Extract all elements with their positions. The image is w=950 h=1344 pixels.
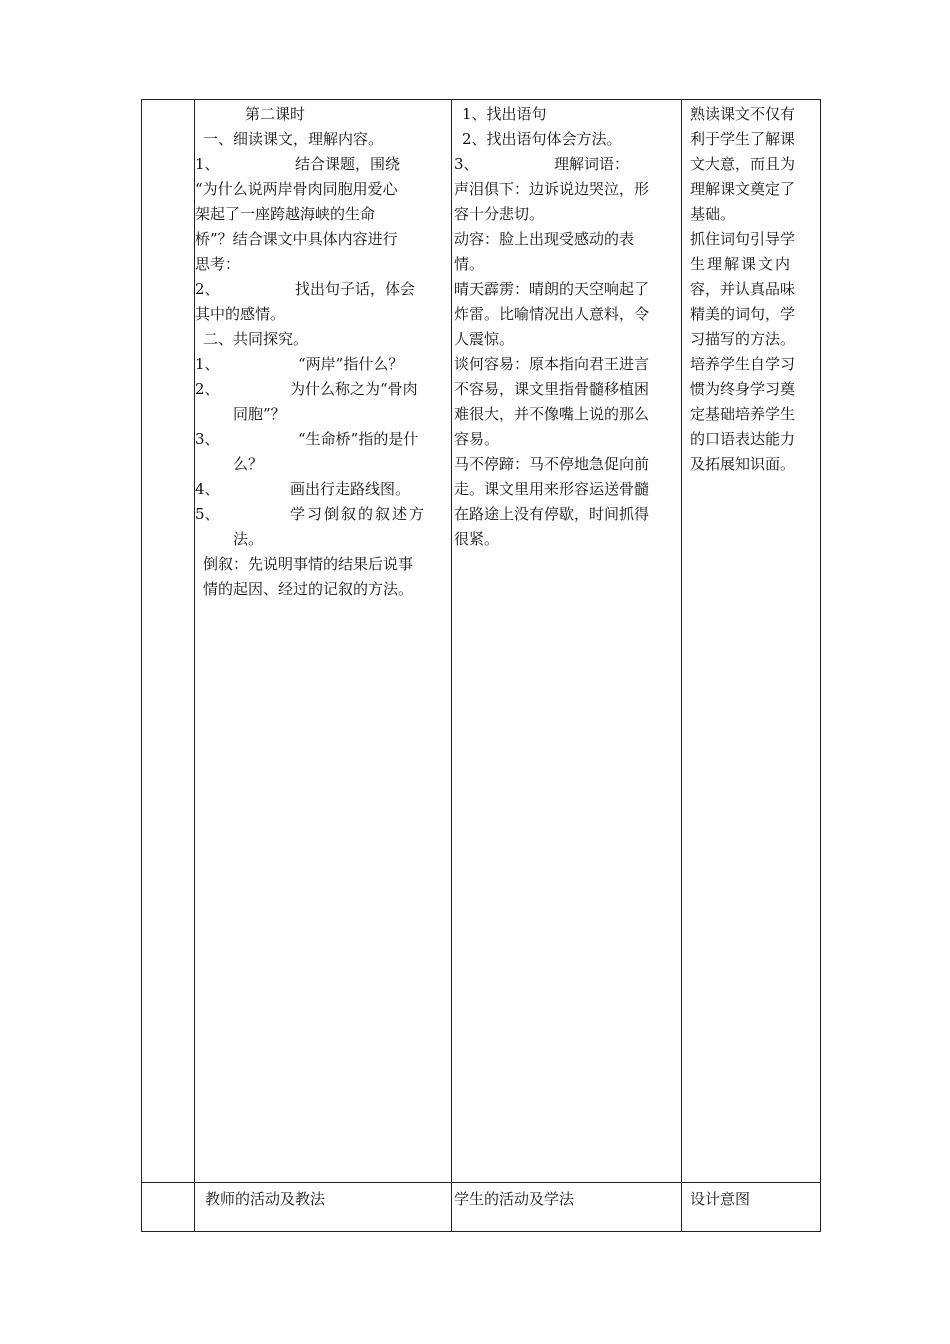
footer-label: 教师的活动及教法 (205, 1190, 326, 1208)
design-text: 及拓展知识面。 (690, 455, 796, 473)
footer-design-cell (682, 1183, 821, 1232)
design-text: 容，并认真品味 (690, 280, 796, 298)
vocab-entry: 情。 (454, 255, 485, 273)
list-item-text: 架起了一座跨越海峡的生命 (195, 205, 376, 223)
teacher-activities-cell (195, 100, 452, 1183)
design-text: 惯为终身学习奠 (690, 380, 796, 398)
design-text: 抓住词句引导学 (690, 230, 796, 248)
blank-column-cell (142, 1183, 195, 1232)
list-item: 2、 找出句子话，体会 (195, 280, 416, 298)
vocab-entry: 炸雷。比喻情况出人意料，令 (454, 305, 650, 323)
design-text: 熟读课文不仅有 (690, 105, 796, 123)
footer-student-cell (452, 1183, 682, 1232)
list-item: 1、 结合课题，围绕 (195, 155, 401, 173)
vocab-entry: 晴天霹雳：晴朗的天空响起了 (454, 280, 650, 298)
list-item: 2、找出语句体会方法。 (462, 130, 622, 148)
design-intent-cell (682, 100, 821, 1183)
lesson-title: 第二课时 (245, 105, 306, 123)
blank-column-cell (142, 100, 195, 1183)
vocab-entry: 走。课文里用来形容运送骨髓 (454, 480, 650, 498)
vocab-entry: 容易。 (454, 430, 500, 448)
list-item-text: 法。 (233, 530, 264, 548)
design-text: 培养学生自学习 (690, 355, 796, 373)
list-item: 2、 为什么称之为“骨肉 (195, 380, 418, 398)
student-activities-cell (452, 100, 682, 1183)
footer-label: 学生的活动及学法 (454, 1190, 575, 1208)
design-text: 理解课文奠定了 (690, 180, 796, 198)
design-text: 文大意，而且为 (690, 155, 796, 173)
vocab-entry: 人震惊。 (454, 330, 515, 348)
list-item-text: 么？ (233, 455, 264, 473)
vocab-entry: 难很大，并不像嘴上说的那么 (454, 405, 650, 423)
definition-text: 情的起因、经过的记叙的方法。 (203, 580, 414, 598)
list-item: 3、 理解词语： (454, 155, 630, 173)
vocab-entry: 谈何容易：原本指向君王进言 (454, 355, 650, 373)
design-text: 习描写的方法。 (690, 330, 796, 348)
design-text: 的口语表达能力 (690, 430, 796, 448)
vocab-entry: 在路途上没有停歇，时间抓得 (454, 505, 650, 523)
section-heading: 一、细读课文，理解内容。 (203, 130, 384, 148)
vocab-entry: 声泪俱下：边诉说边哭泣，形 (454, 180, 650, 198)
list-item: 3、 “生命桥”指的是什 (195, 430, 419, 448)
footer-label: 设计意图 (690, 1190, 751, 1208)
definition-text: 倒叙：先说明事情的结果后说事 (203, 555, 414, 573)
vocab-entry: 容十分悲切。 (454, 205, 545, 223)
design-text: 利于学生了解课 (690, 130, 796, 148)
design-text: 精美的词句，学 (690, 305, 796, 323)
vocab-entry: 不容易，课文里指骨髓移植困 (454, 380, 650, 398)
list-item: 1、 “两岸”指什么？ (195, 355, 404, 373)
list-item: 5、 学习倒叙的叙述方 (195, 505, 427, 523)
list-item-text: 桥”？结合课文中具体内容进行 (195, 230, 398, 248)
design-text: 定基础培养学生 (690, 405, 796, 423)
footer-row (142, 1183, 821, 1232)
vocab-entry: 马不停蹄：马不停地急促向前 (454, 455, 650, 473)
list-item-text: 思考： (195, 255, 241, 273)
section-heading: 二、共同探究。 (203, 330, 309, 348)
list-item: 1、找出语句 (462, 105, 547, 123)
design-text: 生理解课文内 (690, 255, 793, 273)
design-text: 基础。 (690, 205, 736, 223)
list-item-text: “为什么说两岸骨肉同胞用爱心 (195, 180, 398, 198)
list-item-text: 其中的感情。 (195, 305, 286, 323)
vocab-entry: 很紧。 (454, 530, 500, 548)
lesson-plan-table (141, 99, 821, 1232)
content-row (142, 100, 821, 1183)
vocab-entry: 动容：脸上出现受感动的表 (454, 230, 635, 248)
footer-teacher-cell (195, 1183, 452, 1232)
list-item-text: 同胞”？ (233, 405, 286, 423)
list-item: 4、 画出行走路线图。 (195, 480, 411, 498)
